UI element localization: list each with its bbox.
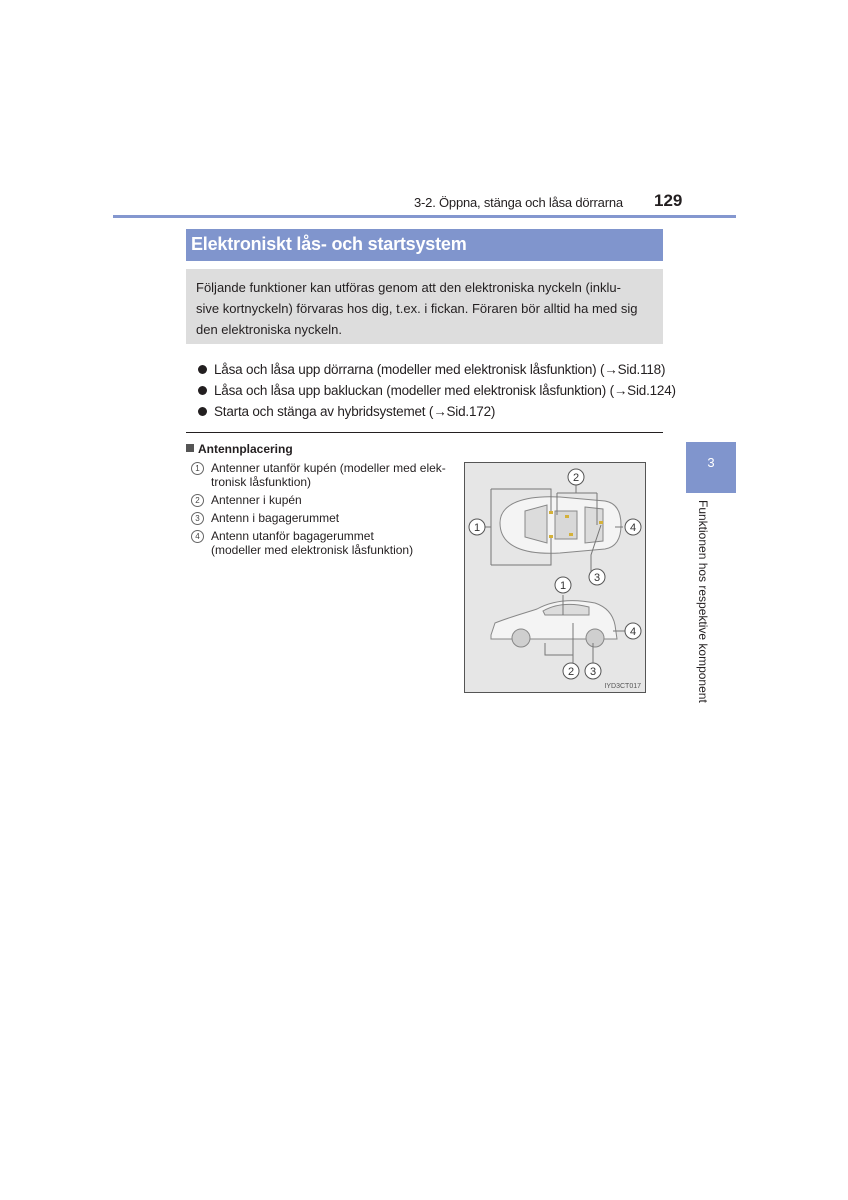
legend-item — [190, 493, 462, 507]
callout-label: 2 — [572, 472, 580, 484]
square-icon — [186, 444, 194, 452]
list-item — [198, 359, 668, 380]
callout-2 — [563, 663, 579, 679]
callout-4 — [625, 519, 641, 535]
bullet-text: Låsa och låsa upp bakluckan (modeller med elektronisk låsfunktion) (→Sid.124) — [214, 383, 676, 398]
legend-number: 2 — [191, 494, 204, 507]
section-title: Elektroniskt lås- och startsystem — [186, 229, 663, 261]
callout-3 — [585, 663, 601, 679]
divider — [186, 432, 663, 433]
antenna-legend — [190, 461, 462, 561]
callout-1 — [469, 519, 485, 535]
bullet-list — [198, 359, 676, 422]
legend-item — [190, 529, 462, 557]
callout-label: 2 — [567, 666, 575, 678]
intro-line: den elektroniska nyckeln. — [196, 322, 342, 337]
chapter-tab: 3 — [686, 442, 736, 493]
page-number: 129 — [654, 191, 683, 210]
car-illustration — [465, 463, 645, 692]
callout-label: 4 — [629, 522, 637, 534]
legend-text: Antenner i kupén — [211, 493, 302, 507]
callout-label: 1 — [473, 522, 481, 534]
legend-item — [190, 461, 462, 489]
callout-1 — [555, 577, 571, 593]
bullet-text: Låsa och låsa upp dörrarna (modeller med elektronisk låsfunktion) (→Sid.118) — [214, 362, 666, 377]
header-rule — [113, 215, 736, 218]
callout-2 — [568, 469, 584, 485]
legend-text: Antenn i bagagerummet — [211, 511, 340, 525]
intro-line: sive kortnyckeln) förvaras hos dig, t.ex. i fickan. Föraren bör alltid ha med sig — [196, 301, 638, 316]
car-top-view — [500, 497, 621, 554]
antenna-heading — [186, 442, 293, 456]
callout-label: 3 — [593, 572, 601, 584]
chapter-side-label: Funktionen hos respektive komponent — [696, 500, 710, 703]
callout-label: 4 — [629, 626, 637, 638]
list-item — [198, 401, 668, 422]
legend-text: Antenn utanför bagagerummet (modeller med elektronisk låsfunktion) — [211, 529, 414, 557]
callout-label: 3 — [589, 666, 597, 678]
legend-text: Antenner utanför kupén (modeller med elek- tronisk låsfunktion) — [211, 461, 446, 489]
bullet-icon — [198, 386, 207, 395]
legend-number: 4 — [191, 530, 204, 543]
antenna-heading-text: Antennplacering — [198, 442, 293, 456]
bullet-icon — [198, 365, 207, 374]
chapter-title: 3-2. Öppna, stänga och låsa dörrarna — [414, 195, 623, 210]
intro-box — [186, 269, 663, 344]
callout-3 — [589, 569, 605, 585]
list-item — [198, 380, 676, 401]
legend-number: 1 — [191, 462, 204, 475]
callout-4 — [625, 623, 641, 639]
legend-number: 3 — [191, 512, 204, 525]
car-side-view — [491, 601, 617, 647]
legend-item — [190, 511, 462, 525]
bullet-text: Starta och stänga av hybridsystemet (→Sid.172) — [214, 404, 496, 419]
figure-code: IYD3CT017 — [604, 683, 641, 690]
bullet-icon — [198, 407, 207, 416]
antenna-diagram — [464, 462, 646, 693]
callout-label: 1 — [559, 580, 567, 592]
intro-line: Följande funktioner kan utföras genom att den elektroniska nyckeln (inklu- — [196, 280, 621, 295]
